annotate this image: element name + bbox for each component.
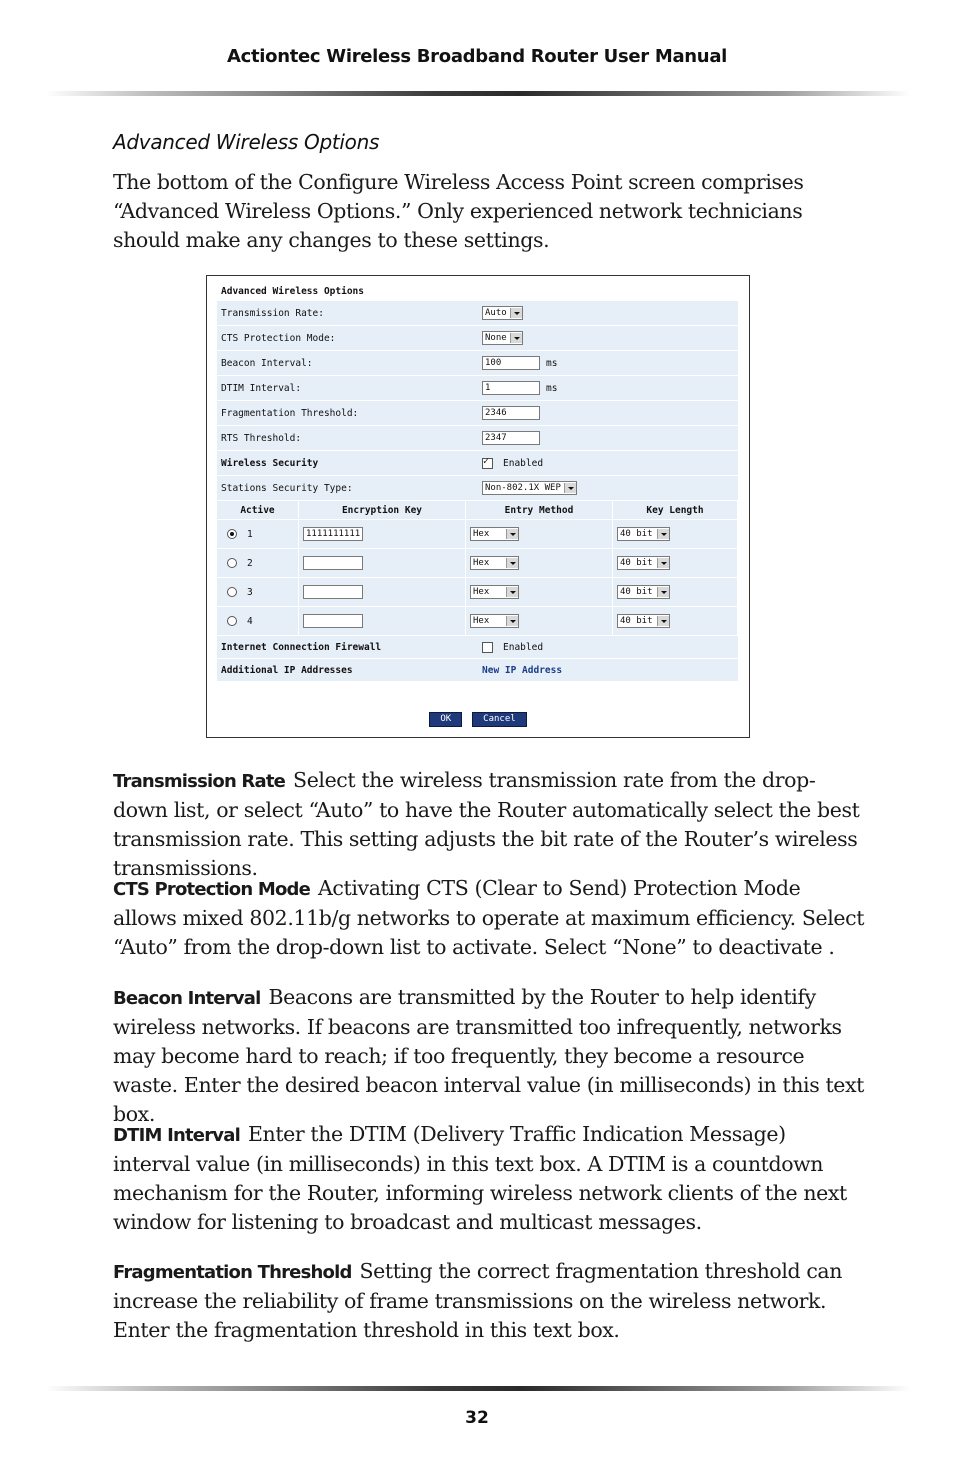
chevron-down-icon [564, 483, 576, 493]
transmission-rate-label: Transmission Rate: [221, 307, 324, 319]
advanced-wireless-options-screenshot [206, 275, 750, 738]
paragraph-term: CTS Protection Mode [113, 879, 311, 900]
key-cell [299, 520, 466, 549]
security-type-row [217, 476, 738, 501]
paragraph-text: Enter the DTIM (Delivery Traffic Indication Message) interval value (in milliseconds) in this text box. A DTIM is a countdown mechanism for the Router, informing wireless network clients of the next window for listening to broadcast and multicast messages. [113, 1122, 847, 1234]
encryption-key-table [217, 501, 738, 636]
entry-method-3-select[interactable] [470, 585, 519, 599]
screenshot-title-row [217, 282, 738, 301]
security-type-value: Non-802.1X WEP [485, 483, 561, 493]
entry-method-value: Hex [473, 616, 490, 626]
security-type-label: Stations Security Type: [221, 482, 353, 494]
key-cell [299, 607, 466, 636]
header-rule [45, 91, 910, 96]
chevron-down-icon [506, 529, 518, 539]
footer-rule [45, 1386, 910, 1391]
key-cell [299, 578, 466, 607]
paragraph-text: Select the wireless transmission rate from the drop-down list, or select “Auto” to have the Router automatically select the best transmission rate. This setting adjusts the bit rate of the Router’s wireless transmissions. [113, 768, 860, 880]
page-number: 32 [465, 1408, 489, 1428]
entry-method-value: Hex [473, 587, 490, 597]
key-number: 1 [247, 528, 253, 540]
section-heading: Advanced Wireless Options [113, 130, 380, 154]
beacon-interval-row [217, 351, 738, 376]
frag-threshold-input[interactable]: 2346 [482, 406, 540, 420]
wireless-security-checkbox[interactable] [482, 458, 493, 469]
key-active-cell [217, 607, 299, 636]
wireless-security-row [217, 451, 738, 476]
transmission-rate-paragraph [113, 766, 865, 883]
key-2-radio[interactable] [227, 558, 237, 568]
cts-mode-value: None [485, 333, 507, 343]
frag-threshold-row [217, 401, 738, 426]
ok-button[interactable]: OK [429, 712, 462, 727]
key-length-1-select[interactable] [617, 527, 670, 541]
method-cell [466, 520, 613, 549]
chevron-down-icon [657, 529, 669, 539]
chevron-down-icon [510, 308, 522, 318]
method-cell [466, 578, 613, 607]
intro-paragraph: The bottom of the Configure Wireless Access Point screen comprises “Advanced Wireless Options.” Only experienced network technicians should make any changes to these settings. [113, 170, 804, 252]
transmission-rate-value: Auto [485, 308, 507, 318]
key-length-3-select[interactable] [617, 585, 670, 599]
cancel-button[interactable]: Cancel [472, 712, 527, 727]
key-1-radio[interactable] [227, 529, 237, 539]
length-cell [613, 607, 738, 636]
paragraph-term: DTIM Interval [113, 1125, 240, 1146]
firewall-checkbox[interactable] [482, 642, 493, 653]
additional-ip-row [217, 659, 738, 682]
dtim-interval-label: DTIM Interval: [221, 382, 302, 394]
paragraph-term: Transmission Rate [113, 771, 286, 792]
key-active-cell [217, 578, 299, 607]
key-length-4-select[interactable] [617, 614, 670, 628]
rts-threshold-input[interactable]: 2347 [482, 431, 540, 445]
transmission-rate-row [217, 301, 738, 326]
cts-mode-label: CTS Protection Mode: [221, 332, 336, 344]
chevron-down-icon [657, 587, 669, 597]
chevron-down-icon [510, 333, 522, 343]
key-length-value: 40 bit [620, 558, 653, 568]
firewall-row [217, 636, 738, 659]
rts-threshold-label: RTS Threshold: [221, 432, 302, 444]
rts-threshold-row [217, 426, 738, 451]
additional-ip-label: Additional IP Addresses [221, 664, 353, 676]
encryption-key-2-input[interactable] [303, 556, 363, 570]
paragraph-text: Setting the correct fragmentation threshold can increase the reliability of frame transmissions on the wireless network. Enter the fragmentation threshold in this text box. [113, 1259, 843, 1342]
entry-method-1-select[interactable] [470, 527, 519, 541]
key-4-radio[interactable] [227, 616, 237, 626]
encryption-key-1-input[interactable]: 1111111111 [303, 527, 363, 541]
chevron-down-icon [657, 616, 669, 626]
beacon-interval-label: Beacon Interval: [221, 357, 313, 369]
entry-method-value: Hex [473, 529, 490, 539]
key-active-cell [217, 520, 299, 549]
key-length-value: 40 bit [620, 616, 653, 626]
wireless-security-label: Wireless Security [221, 457, 319, 469]
column-header: Active [217, 501, 299, 520]
entry-method-4-select[interactable] [470, 614, 519, 628]
chevron-down-icon [506, 558, 518, 568]
chevron-down-icon [506, 587, 518, 597]
length-cell [613, 520, 738, 549]
dtim-interval-row [217, 376, 738, 401]
screenshot-title: Advanced Wireless Options [221, 285, 364, 297]
paragraph-text: Activating CTS (Clear to Send) Protection Mode allows mixed 802.11b/g networks to operate at maximum efficiency. Select “Auto” from the drop-down list to activate. Select “None” to deactivate . [113, 876, 865, 959]
beacon-interval-paragraph [113, 983, 865, 1129]
transmission-rate-select[interactable] [482, 306, 523, 320]
new-ip-address-link[interactable]: New IP Address [482, 664, 563, 676]
paragraph-text: Beacons are transmitted by the Router to help identify wireless networks. If beacons are transmitted too infrequently, networks may become hard to reach; if too frequently, they become a resource waste. Enter the desired beacon interval value (in milliseconds) in this text box. [113, 985, 865, 1126]
key-cell [299, 549, 466, 578]
key-length-value: 40 bit [620, 587, 653, 597]
security-type-select[interactable] [482, 481, 577, 495]
firewall-label: Internet Connection Firewall [221, 641, 382, 653]
key-number: 3 [247, 586, 253, 598]
key-length-2-select[interactable] [617, 556, 670, 570]
key-length-value: 40 bit [620, 529, 653, 539]
chevron-down-icon [657, 558, 669, 568]
wireless-security-value: Enabled [503, 457, 544, 469]
dtim-interval-unit: ms [546, 382, 558, 394]
firewall-value: Enabled [503, 641, 544, 653]
fragmentation-threshold-paragraph [113, 1257, 865, 1345]
running-header: Actiontec Wireless Broadband Router User Manual [226, 46, 728, 67]
cts-mode-row [217, 326, 738, 351]
key-active-cell [217, 549, 299, 578]
entry-method-2-select[interactable] [470, 556, 519, 570]
dtim-interval-paragraph [113, 1120, 865, 1237]
key-number: 2 [247, 557, 253, 569]
cts-mode-select[interactable] [482, 331, 523, 345]
chevron-down-icon [506, 616, 518, 626]
column-header: Encryption Key [299, 501, 466, 520]
column-header: Entry Method [466, 501, 613, 520]
frag-threshold-label: Fragmentation Threshold: [221, 407, 359, 419]
cts-protection-paragraph [113, 874, 865, 962]
dtim-interval-input[interactable]: 1 [482, 381, 540, 395]
length-cell [613, 578, 738, 607]
dialog-buttons [207, 712, 749, 727]
key-3-radio[interactable] [227, 587, 237, 597]
entry-method-value: Hex [473, 558, 490, 568]
column-header: Key Length [613, 501, 738, 520]
paragraph-term: Fragmentation Threshold [113, 1262, 352, 1283]
encryption-key-4-input[interactable] [303, 614, 363, 628]
method-cell [466, 549, 613, 578]
paragraph-term: Beacon Interval [113, 988, 261, 1009]
length-cell [613, 549, 738, 578]
method-cell [466, 607, 613, 636]
beacon-interval-input[interactable]: 100 [482, 356, 540, 370]
key-number: 4 [247, 615, 253, 627]
beacon-interval-unit: ms [546, 357, 558, 369]
encryption-key-3-input[interactable] [303, 585, 363, 599]
